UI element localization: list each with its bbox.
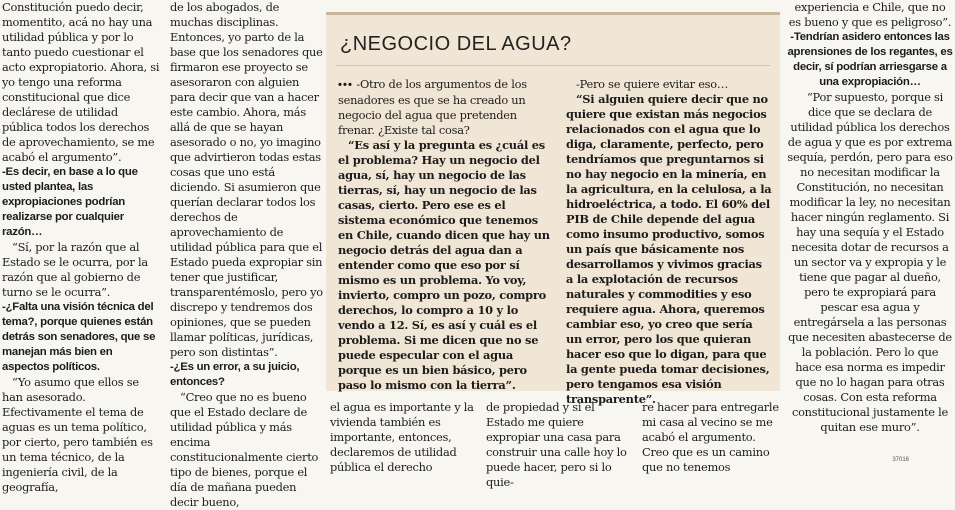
paragraph: “Por supuesto, porque si dice que se declara de utilidad pública los derechos de agua y que es por extrema sequía, perdón, pero para eso no necesitan modificar la Constitución, no necesitan modificar la ley, no necesitan hacer ningún reglamento. Si hay una sequía y el Estado necesita dotar de recursos a un sector va y expropia y le tiene que pagar al dueño, pero te expropiará para pescar esa agua y entregársela a las personas que necesiten abastecerse de la población. Pero lo que hace esa norma es impedir que no lo hagan para otras cosas. Con esta reforma constitucional justamente le quitan ese muro”. <box>787 90 953 434</box>
interview-question: -¿Falta una visión técnica del tema?, porque quienes están detrás son senadores, que se manejan más bien en aspectos políticos. <box>2 301 156 373</box>
box-lead-question <box>338 77 554 138</box>
paragraph: de los abogados, de muchas disciplinas. Entonces, yo parto de la base que los senadores que firmaron ese proyecto se asesoraron con alguien para decir que van a hacer este cambio. Ahora, más allá de que se hayan asesorado o no, yo imagino que advirtieron todas estas cosas que uno está diciendo. Si asumieron que querían declarar todos los derechos de aprovechamiento de utilidad pública para que el Estado pueda expropiar sin tener que justificar, transparentémoslo, pero yo discrepo y tendremos dos opiniones, que se pueden llamar políticas, jurídicas, pero son distintas”. <box>170 0 323 359</box>
box-answer: “Si alguien quiere decir que no quiere que existan más negocios relacionados con el agua que lo diga, claramente, perfecto, pero tendríamos que preguntarnos si no hay negocio en la minería, en la agricultura, en la celulosa, a la hidroeléctrica, a todo. El 60% del PIB de Chile depende del agua como insumo productivo, somos un país que básicamente nos desarrollamos y vivimos gracias a la explotación de recursos naturales y commodities y eso requiere agua. Ahora, queremos cambiar eso, yo creo que sería un error, pero los que quieran hacer eso que lo digan, para que la gente pueda tomar decisiones, pero tengamos esa visión transparente”. <box>566 92 772 406</box>
question-text: -Otro de los argumentos de los senadores es que se ha creado un negocio del agua que pretenden frenar. ¿Existe tal cosa? <box>338 77 527 137</box>
paragraph: el agua es importante y la vivienda también es importante, entonces, declaremos de utilidad pública el derecho <box>330 400 474 474</box>
article-column-2 <box>170 0 324 509</box>
article-column-1 <box>2 0 160 494</box>
sidebar-box <box>326 12 780 406</box>
box-divider <box>336 65 770 66</box>
box-column-2 <box>566 77 772 406</box>
paragraph: Constitución puedo decir, momentito, acá no hay una utilidad pública y por lo tanto puedo cuestionar el acto expropiatorio. Ahora, si yo tengo una reforma constitucional que dice declárese de utilidad pública todos los derechos de aprovechamiento, se me acabó el argumento”. <box>2 0 160 164</box>
paragraph: “Sí, por la razón que al Estado se le ocurra, por la razón que al gobierno de turno se le ocurra”. <box>2 240 148 299</box>
page-credit: 37016 <box>892 457 909 463</box>
article-column-6 <box>787 0 953 473</box>
interview-question: -¿Es un error, a su juicio, entonces? <box>170 361 300 388</box>
interview-question: -Es decir, en base a lo que usted plantea, las expropiaciones podrían realizarse por cualquier razón… <box>2 166 138 238</box>
box-column-1 <box>338 77 554 392</box>
box-title: ¿NEGOCIO DEL AGUA? <box>340 33 572 55</box>
paragraph: de propiedad y si el Estado me quiere expropiar una casa para construir una calle hoy lo puede hacer, pero si lo quie- <box>486 400 627 489</box>
paragraph: experiencia e Chile, que no es bueno y que es peligroso”. <box>788 0 952 29</box>
paragraph: “Creo que no es bueno que el Estado declare de utilidad pública y más encima constitucionalmente cierto tipo de bienes, porque el día de mañana pueden decir bueno, <box>170 390 319 509</box>
paragraph: “Yo asumo que ellos se han asesorado. Efectivamente el tema de aguas es un tema político, por cierto, pero también es un tema técnico, de la ingeniería civil, de la geografía, <box>2 375 153 494</box>
bottom-column-2 <box>486 400 636 489</box>
box-answer: “Es así y la pregunta es ¿cuál es el problema? Hay un negocio del agua, sí, hay un negocio de las tierras, sí, hay un negocio de las casas, cierto. Pero ese es el sistema económico que tenemos en Chile, cuando dicen que hay un negocio detrás del agua dan a entender como que eso por sí mismo es un problema. Yo voy, invierto, compro un pozo, compro derechos, lo compro a 10 y lo vendo a 12. Sí, es así y cuál es el problema. Si me dicen que no se puede especular con el agua porque es un bien básico, pero paso lo mismo con la tierra”. <box>338 138 550 392</box>
paragraph: re hacer para entregarle mi casa al vecino se me acabó el argumento. Creo que es un camino que no tenemos <box>642 400 779 474</box>
bottom-column-1 <box>330 400 476 473</box>
interview-question: -Tendrían asidero entonces las aprensiones de los regantes, es decir, sí podrían arriesgarse a una expropiación… <box>787 31 953 88</box>
box-question: -Pero se quiere evitar eso… <box>576 77 729 91</box>
bottom-column-3 <box>642 400 780 473</box>
bullet-icon: ••• <box>338 79 353 91</box>
